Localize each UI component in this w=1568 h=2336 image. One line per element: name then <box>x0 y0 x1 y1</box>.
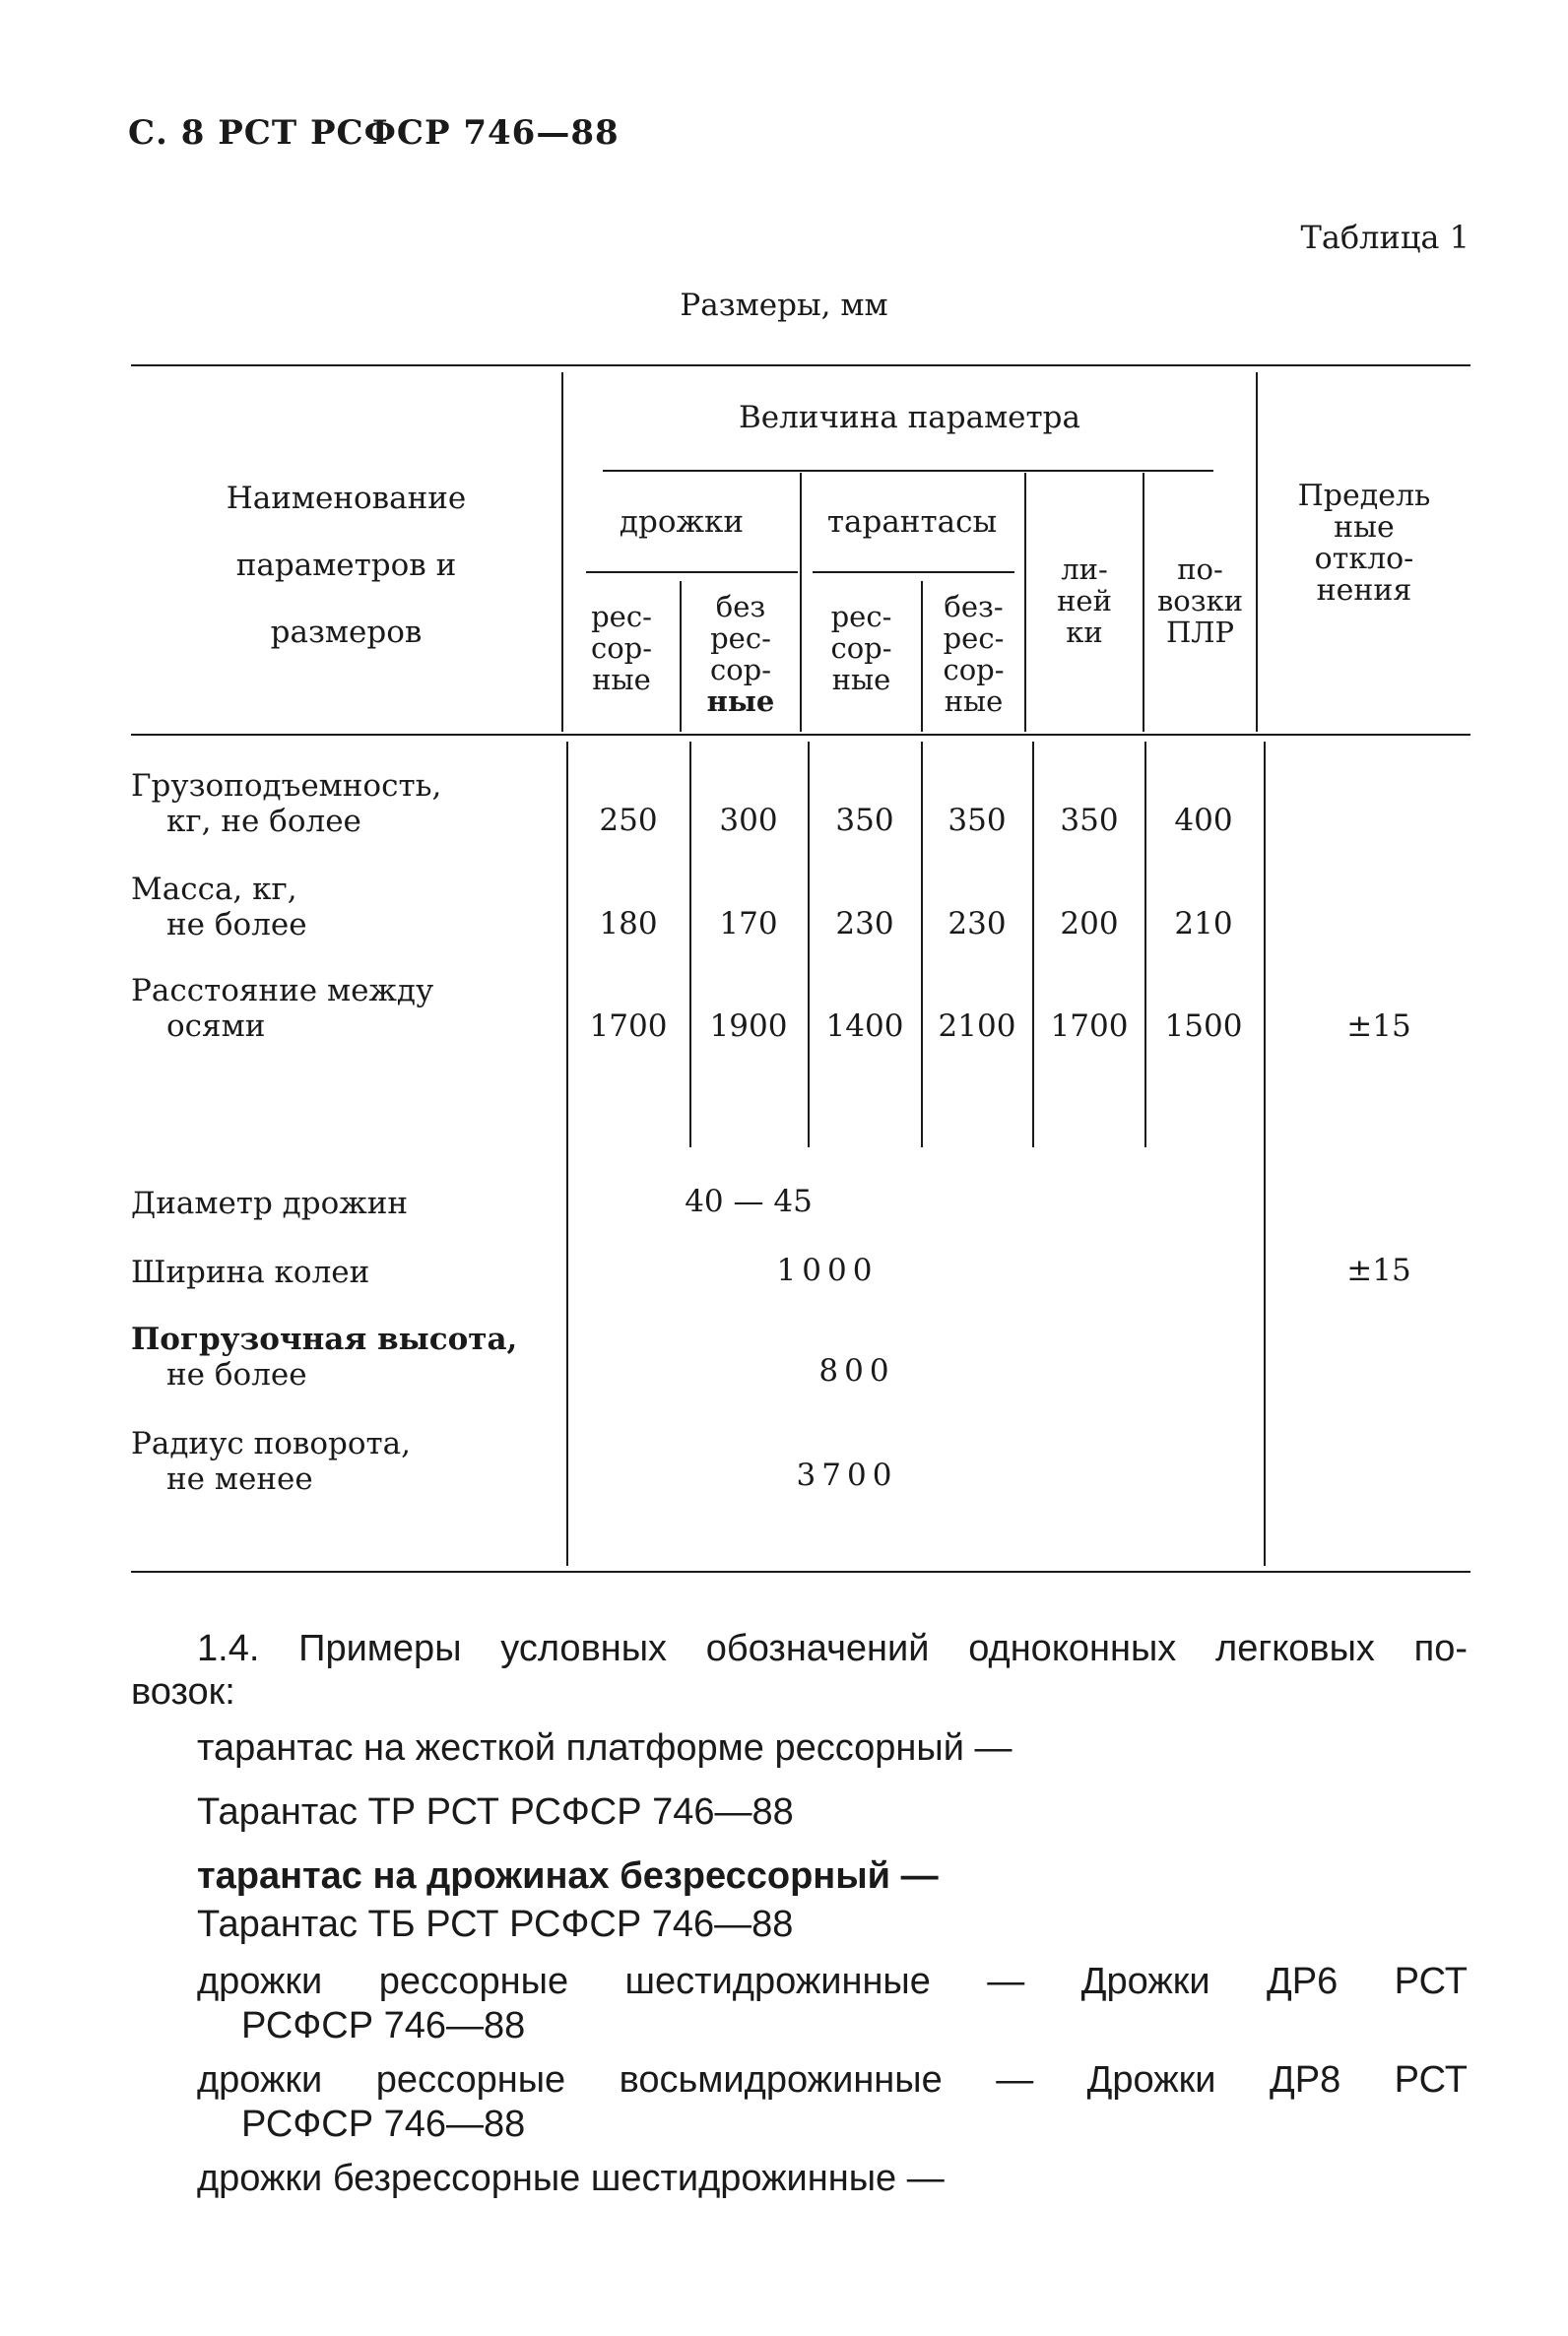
value-header-rule <box>603 470 1213 472</box>
header-line: Предель <box>1297 479 1431 513</box>
example-2-designation: Тарантас ТБ РСТ РСФСР 746—88 <box>197 1904 794 1945</box>
page-header: С. 8 РСТ РСФСР 746—88 <box>128 113 620 153</box>
table-cell: 170 <box>719 906 778 941</box>
header-line: откло- <box>1314 542 1414 576</box>
row-label-line: осями <box>166 1008 266 1044</box>
table-cell: 230 <box>947 906 1007 941</box>
row-label <box>131 973 433 1044</box>
value-column-header: Величина параметра <box>738 400 1081 435</box>
row-label-line: не более <box>166 907 307 942</box>
row-label-line: Диаметр дрожин <box>131 1186 409 1221</box>
header-line: нения <box>1316 573 1412 608</box>
header-bottom-rule <box>131 734 1470 736</box>
group-rule-tarantasy <box>813 571 1014 573</box>
row-label-line: Радиус поворота, <box>131 1426 411 1461</box>
table-cell: 300 <box>719 803 778 838</box>
table-top-rule <box>131 364 1470 366</box>
example-4-designation-cont: РСФСР 746—88 <box>241 2104 526 2145</box>
table-cell: 1900 <box>709 1008 788 1044</box>
row-label-line: Расстояние между <box>131 973 434 1008</box>
table-cell: 350 <box>1060 803 1119 838</box>
subhead-line: рес- <box>943 621 1005 655</box>
subhead-line: возки <box>1156 584 1244 617</box>
table-cell: 230 <box>835 906 894 941</box>
subhead-line: ные <box>706 684 775 718</box>
row-label <box>131 872 307 942</box>
group-rule-drozhki <box>586 571 798 573</box>
header-line: размеров <box>270 615 423 650</box>
table-cell: 180 <box>599 906 658 941</box>
table-bottom-rule <box>131 1571 1470 1573</box>
subhead-line: сор- <box>830 631 892 665</box>
col-divider-body <box>808 742 810 1147</box>
subhead-line: ки <box>1066 616 1103 649</box>
table-cell: 210 <box>1174 906 1233 941</box>
example-3-designation-cont: РСФСР 746—88 <box>241 2005 526 2046</box>
table-cell: 1500 <box>1164 1008 1243 1044</box>
subhead-line: ПЛР <box>1165 616 1234 649</box>
row-label <box>131 1255 369 1290</box>
row-label-line: Грузоподъемность, <box>131 768 442 804</box>
name-column-divider-body <box>566 742 568 1566</box>
subhead-drozhki-spring <box>563 601 680 695</box>
col-divider-body <box>1032 742 1034 1147</box>
subhead-line: ные <box>592 663 651 696</box>
merged-value-cell: 800 <box>818 1353 895 1389</box>
subhead-line: ные <box>831 663 891 696</box>
subhead-tarantasy-spring <box>802 601 921 695</box>
subhead-line: рес- <box>591 600 652 633</box>
example-5-description: дрожки безрессорные шестидрожинные — <box>197 2158 945 2199</box>
row-label-line: Масса, кг, <box>131 872 297 907</box>
name-column-header <box>131 465 561 666</box>
deviation-cell: ±15 <box>1346 1008 1411 1044</box>
group-header-tarantasy: тарантасы <box>826 504 998 540</box>
subhead-line: без- <box>944 590 1004 623</box>
header-line: ные <box>1334 510 1395 545</box>
subhead-lineyki <box>1026 553 1143 648</box>
row-label-line: кг, не более <box>166 804 361 839</box>
subhead-line: ней <box>1057 584 1112 617</box>
example-1-designation: Тарантас ТР РСТ РСФСР 746—88 <box>197 1791 794 1833</box>
example-4-description: дрожки рессорные восьмидрожинные — Дрожки ДР8 РСТ <box>197 2059 1468 2101</box>
table-cell: 350 <box>835 803 894 838</box>
subhead-line: без <box>715 590 766 623</box>
paragraph-1-4-line2: возок: <box>131 1671 235 1713</box>
col-divider-body <box>689 742 691 1147</box>
row-label <box>131 1322 517 1393</box>
subhead-drozhki-nospring <box>682 591 800 717</box>
example-2-description: тарантас на дрожинах безрессорный — <box>197 1855 939 1897</box>
subhead-line: рес- <box>710 621 771 655</box>
subhead-line: ли- <box>1061 552 1108 586</box>
row-label <box>131 1426 411 1497</box>
subhead-line: сор- <box>590 631 653 665</box>
row-label <box>131 768 441 839</box>
merged-value-cell: 40 — 45 <box>685 1184 813 1219</box>
paragraph-1-4-line1: 1.4. Примеры условных обозначений одноконных легковых по- <box>197 1628 1468 1669</box>
table-cell: 1700 <box>1050 1008 1129 1044</box>
subhead-tarantasy-nospring <box>923 591 1024 717</box>
row-label-line: Погрузочная высота, <box>131 1322 518 1357</box>
table-cell: 350 <box>947 803 1007 838</box>
deviation-column-divider-body <box>1264 742 1266 1566</box>
group-header-drozhki: дрожки <box>619 504 745 540</box>
table-cell: 1700 <box>589 1008 668 1044</box>
merged-value-cell: 1000 <box>776 1253 879 1288</box>
table-units-caption: Размеры, мм <box>680 288 888 323</box>
subhead-line: по- <box>1177 552 1223 586</box>
subhead-line: сор- <box>709 653 772 686</box>
table-cell: 250 <box>599 803 658 838</box>
table-cell: 400 <box>1174 803 1233 838</box>
table-cell: 200 <box>1060 906 1119 941</box>
table-cell: 2100 <box>938 1008 1016 1044</box>
header-line: Наименование <box>226 481 467 516</box>
merged-value-cell: 3700 <box>796 1458 898 1493</box>
example-1-description: тарантас на жесткой платформе рессорный — <box>197 1727 1013 1769</box>
example-3-description: дрожки рессорные шестидрожинные — Дрожки ДР6 РСТ <box>197 1961 1468 2002</box>
table-cell: 1400 <box>825 1008 904 1044</box>
header-line: параметров и <box>235 548 457 583</box>
row-label-line: Ширина колеи <box>131 1255 370 1290</box>
deviation-cell: ±15 <box>1346 1253 1411 1288</box>
col-divider-body <box>1144 742 1146 1147</box>
subhead-line: рес- <box>830 600 892 633</box>
row-label <box>131 1186 408 1221</box>
row-label-line: не менее <box>166 1461 313 1497</box>
subhead-line: ные <box>944 684 1004 718</box>
deviation-column-header <box>1258 481 1470 607</box>
subhead-line: сор- <box>943 653 1005 686</box>
row-label-line: не более <box>166 1357 307 1393</box>
table-number: Таблица 1 <box>1300 219 1470 256</box>
subhead-povozki <box>1144 553 1256 648</box>
